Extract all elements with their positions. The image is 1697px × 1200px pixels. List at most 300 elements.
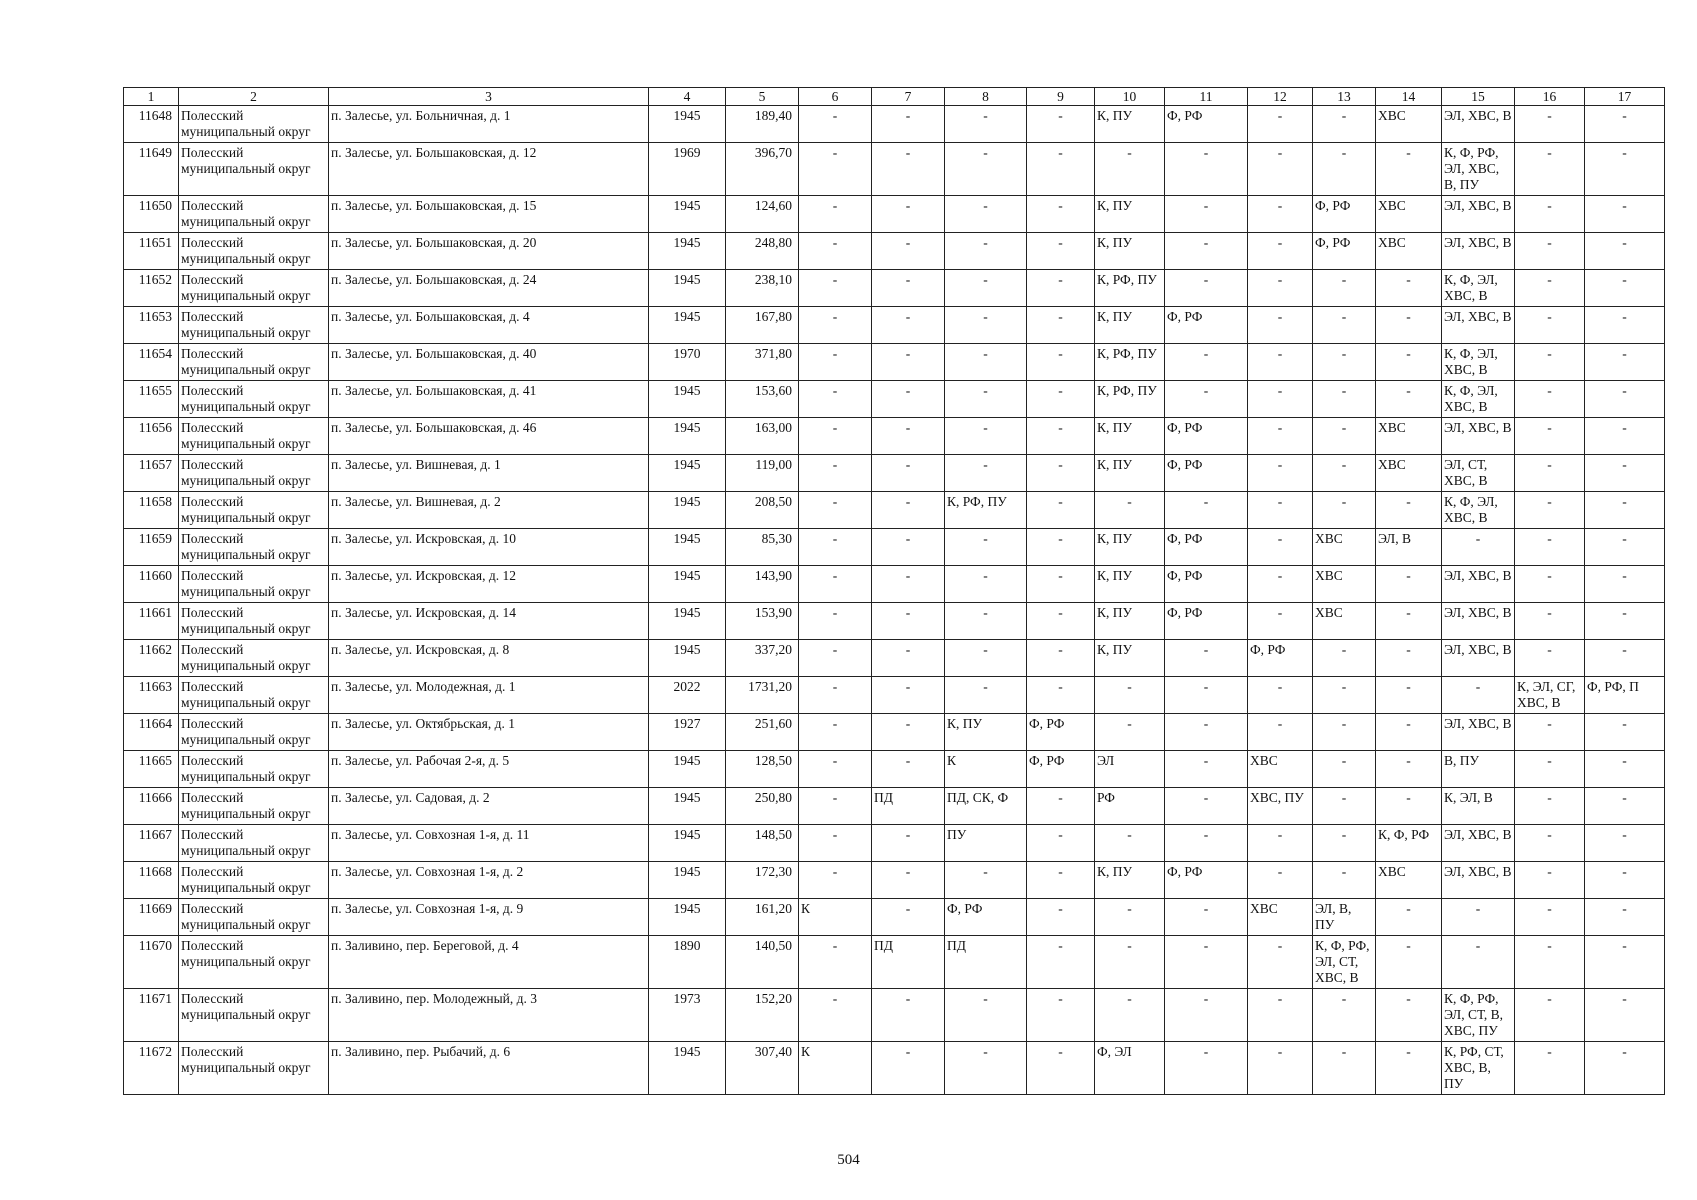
table-cell-col-15: К, Ф, ЭЛ, ХВС, В: [1442, 492, 1515, 529]
table-cell-col-9: -: [1027, 677, 1095, 714]
table-cell-col-2: Полесский муниципальный округ: [179, 344, 329, 381]
table-cell-col-4: 1945: [649, 862, 726, 899]
table-cell-col-2: Полесский муниципальный округ: [179, 899, 329, 936]
table-cell-col-5: 248,80: [726, 233, 799, 270]
table-cell-col-6: -: [799, 677, 872, 714]
table-cell-col-6: -: [799, 640, 872, 677]
table-cell-col-16: -: [1515, 899, 1585, 936]
table-cell-col-7: -: [872, 862, 945, 899]
table-cell-col-15: К, Ф, ЭЛ, ХВС, В: [1442, 270, 1515, 307]
table-cell-col-6: -: [799, 455, 872, 492]
table-cell-col-1: 11649: [124, 143, 179, 196]
table-cell-col-10: К, ПУ: [1095, 566, 1165, 603]
table-cell-col-6: -: [799, 825, 872, 862]
column-header-17: 17: [1585, 88, 1665, 106]
table-cell-col-8: Ф, РФ: [945, 899, 1027, 936]
table-cell-col-15: -: [1442, 677, 1515, 714]
table-cell-col-4: 1945: [649, 788, 726, 825]
table-cell-col-6: -: [799, 196, 872, 233]
table-cell-col-11: -: [1165, 143, 1248, 196]
table-cell-col-14: ХВС: [1376, 862, 1442, 899]
table-cell-col-17: -: [1585, 862, 1665, 899]
table-cell-col-6: -: [799, 233, 872, 270]
column-header-2: 2: [179, 88, 329, 106]
table-cell-col-14: -: [1376, 492, 1442, 529]
table-cell-col-9: -: [1027, 825, 1095, 862]
table-cell-col-16: -: [1515, 270, 1585, 307]
table-cell-col-6: -: [799, 788, 872, 825]
table-cell-col-13: -: [1313, 492, 1376, 529]
column-header-8: 8: [945, 88, 1027, 106]
table-cell-col-11: Ф, РФ: [1165, 455, 1248, 492]
table-cell-col-15: ЭЛ, СТ, ХВС, В: [1442, 455, 1515, 492]
table-cell-col-5: 250,80: [726, 788, 799, 825]
table-cell-col-10: -: [1095, 143, 1165, 196]
table-cell-col-4: 1969: [649, 143, 726, 196]
table-cell-col-9: -: [1027, 899, 1095, 936]
table-cell-col-13: -: [1313, 788, 1376, 825]
table-cell-col-8: -: [945, 196, 1027, 233]
table-cell-col-16: -: [1515, 640, 1585, 677]
table-cell-col-7: -: [872, 455, 945, 492]
table-cell-col-9: -: [1027, 233, 1095, 270]
table-cell-col-4: 1945: [649, 751, 726, 788]
table-cell-col-4: 1945: [649, 270, 726, 307]
table-cell-col-3: п. Залесье, ул. Совхозная 1-я, д. 11: [329, 825, 649, 862]
table-cell-col-11: -: [1165, 751, 1248, 788]
table-cell-col-9: -: [1027, 418, 1095, 455]
table-row: [124, 381, 1665, 418]
table-cell-col-17: -: [1585, 106, 1665, 143]
column-header-10: 10: [1095, 88, 1165, 106]
table-cell-col-17: -: [1585, 344, 1665, 381]
table-cell-col-3: п. Залесье, ул. Больничная, д. 1: [329, 106, 649, 143]
table-cell-col-11: -: [1165, 270, 1248, 307]
table-cell-col-2: Полесский муниципальный округ: [179, 640, 329, 677]
table-cell-col-3: п. Залесье, ул. Садовая, д. 2: [329, 788, 649, 825]
table-cell-col-12: ХВС, ПУ: [1248, 788, 1313, 825]
table-cell-col-1: 11652: [124, 270, 179, 307]
table-cell-col-7: -: [872, 989, 945, 1042]
table-cell-col-4: 1945: [649, 418, 726, 455]
table-cell-col-11: -: [1165, 381, 1248, 418]
table-cell-col-16: К, ЭЛ, СГ, ХВС, В: [1515, 677, 1585, 714]
table-row: [124, 196, 1665, 233]
table-cell-col-11: -: [1165, 825, 1248, 862]
table-cell-col-2: Полесский муниципальный округ: [179, 270, 329, 307]
table-cell-col-1: 11668: [124, 862, 179, 899]
table-cell-col-8: -: [945, 1042, 1027, 1095]
table-cell-col-16: -: [1515, 788, 1585, 825]
table-row: [124, 640, 1665, 677]
table-cell-col-11: -: [1165, 899, 1248, 936]
table-cell-col-2: Полесский муниципальный округ: [179, 381, 329, 418]
table-cell-col-17: -: [1585, 751, 1665, 788]
table-cell-col-8: ПУ: [945, 825, 1027, 862]
table-cell-col-5: 85,30: [726, 529, 799, 566]
table-cell-col-9: -: [1027, 529, 1095, 566]
table-cell-col-5: 163,00: [726, 418, 799, 455]
table-cell-col-7: -: [872, 899, 945, 936]
table-row: [124, 899, 1665, 936]
table-cell-col-12: ХВС: [1248, 899, 1313, 936]
table-row: [124, 603, 1665, 640]
table-cell-col-6: -: [799, 270, 872, 307]
table-cell-col-17: -: [1585, 492, 1665, 529]
table-cell-col-9: -: [1027, 143, 1095, 196]
table-cell-col-5: 128,50: [726, 751, 799, 788]
table-cell-col-14: -: [1376, 603, 1442, 640]
table-cell-col-10: -: [1095, 936, 1165, 989]
table-cell-col-3: п. Заливино, пер. Рыбачий, д. 6: [329, 1042, 649, 1095]
table-cell-col-2: Полесский муниципальный округ: [179, 143, 329, 196]
table-cell-col-12: -: [1248, 1042, 1313, 1095]
table-cell-col-12: -: [1248, 989, 1313, 1042]
table-cell-col-14: ХВС: [1376, 233, 1442, 270]
table-row: [124, 936, 1665, 989]
table-cell-col-10: К, ПУ: [1095, 455, 1165, 492]
table-cell-col-10: -: [1095, 899, 1165, 936]
table-cell-col-3: п. Залесье, ул. Октябрьская, д. 1: [329, 714, 649, 751]
table-cell-col-8: -: [945, 677, 1027, 714]
table-cell-col-5: 337,20: [726, 640, 799, 677]
table-cell-col-3: п. Залесье, ул. Большаковская, д. 40: [329, 344, 649, 381]
table-cell-col-5: 148,50: [726, 825, 799, 862]
column-header-16: 16: [1515, 88, 1585, 106]
table-cell-col-5: 189,40: [726, 106, 799, 143]
table-row: [124, 455, 1665, 492]
table-cell-col-10: К, ПУ: [1095, 603, 1165, 640]
table-cell-col-4: 1945: [649, 899, 726, 936]
table-cell-col-11: -: [1165, 233, 1248, 270]
table-cell-col-3: п. Залесье, ул. Вишневая, д. 2: [329, 492, 649, 529]
table-cell-col-12: -: [1248, 825, 1313, 862]
table-cell-col-3: п. Залесье, ул. Большаковская, д. 12: [329, 143, 649, 196]
table-cell-col-10: К, ПУ: [1095, 307, 1165, 344]
table-cell-col-6: -: [799, 936, 872, 989]
table-cell-col-10: К, ПУ: [1095, 106, 1165, 143]
page-number: 504: [837, 1152, 860, 1168]
table-cell-col-17: -: [1585, 899, 1665, 936]
table-cell-col-8: -: [945, 566, 1027, 603]
table-row: [124, 566, 1665, 603]
table-cell-col-2: Полесский муниципальный округ: [179, 196, 329, 233]
table-cell-col-14: ХВС: [1376, 418, 1442, 455]
table-cell-col-13: -: [1313, 825, 1376, 862]
table-cell-col-8: -: [945, 106, 1027, 143]
column-header-12: 12: [1248, 88, 1313, 106]
table-cell-col-12: -: [1248, 677, 1313, 714]
table-cell-col-5: 167,80: [726, 307, 799, 344]
table-cell-col-5: 251,60: [726, 714, 799, 751]
table-cell-col-5: 143,90: [726, 566, 799, 603]
table-cell-col-12: -: [1248, 936, 1313, 989]
table-cell-col-15: ЭЛ, ХВС, В: [1442, 106, 1515, 143]
table-cell-col-1: 11648: [124, 106, 179, 143]
table-cell-col-8: -: [945, 989, 1027, 1042]
column-header-13: 13: [1313, 88, 1376, 106]
table-cell-col-6: -: [799, 603, 872, 640]
table-row: [124, 751, 1665, 788]
table-cell-col-13: -: [1313, 143, 1376, 196]
table-cell-col-6: -: [799, 529, 872, 566]
table-cell-col-10: -: [1095, 989, 1165, 1042]
table-cell-col-10: К, ПУ: [1095, 640, 1165, 677]
table-cell-col-5: 153,60: [726, 381, 799, 418]
table-row: [124, 233, 1665, 270]
table-cell-col-13: -: [1313, 989, 1376, 1042]
table-cell-col-11: Ф, РФ: [1165, 529, 1248, 566]
table-cell-col-4: 2022: [649, 677, 726, 714]
table-cell-col-2: Полесский муниципальный округ: [179, 529, 329, 566]
table-cell-col-12: -: [1248, 603, 1313, 640]
table-cell-col-4: 1945: [649, 640, 726, 677]
table-cell-col-11: -: [1165, 936, 1248, 989]
table-cell-col-16: -: [1515, 455, 1585, 492]
table-cell-col-5: 396,70: [726, 143, 799, 196]
table-cell-col-6: -: [799, 566, 872, 603]
table-cell-col-9: -: [1027, 862, 1095, 899]
table-cell-col-7: -: [872, 1042, 945, 1095]
table-cell-col-14: -: [1376, 143, 1442, 196]
table-cell-col-4: 1945: [649, 603, 726, 640]
table-cell-col-3: п. Залесье, ул. Искровская, д. 10: [329, 529, 649, 566]
table-cell-col-4: 1927: [649, 714, 726, 751]
table-cell-col-12: -: [1248, 492, 1313, 529]
table-cell-col-5: 307,40: [726, 1042, 799, 1095]
table-cell-col-2: Полесский муниципальный округ: [179, 936, 329, 989]
table-cell-col-14: -: [1376, 751, 1442, 788]
table-cell-col-2: Полесский муниципальный округ: [179, 788, 329, 825]
table-cell-col-9: -: [1027, 106, 1095, 143]
table-row: [124, 418, 1665, 455]
table-cell-col-13: Ф, РФ: [1313, 196, 1376, 233]
table-cell-col-16: -: [1515, 233, 1585, 270]
table-cell-col-8: -: [945, 344, 1027, 381]
table-cell-col-2: Полесский муниципальный округ: [179, 1042, 329, 1095]
column-header-14: 14: [1376, 88, 1442, 106]
table-cell-col-15: В, ПУ: [1442, 751, 1515, 788]
table-cell-col-14: ХВС: [1376, 196, 1442, 233]
table-cell-col-16: -: [1515, 566, 1585, 603]
table-cell-col-17: -: [1585, 270, 1665, 307]
table-cell-col-17: -: [1585, 603, 1665, 640]
table-cell-col-1: 11671: [124, 989, 179, 1042]
table-cell-col-12: -: [1248, 455, 1313, 492]
table-cell-col-9: -: [1027, 455, 1095, 492]
table-cell-col-9: -: [1027, 1042, 1095, 1095]
table-cell-col-17: -: [1585, 714, 1665, 751]
table-cell-col-11: Ф, РФ: [1165, 862, 1248, 899]
table-cell-col-16: -: [1515, 751, 1585, 788]
table-cell-col-4: 1973: [649, 989, 726, 1042]
table-cell-col-5: 161,20: [726, 899, 799, 936]
table-cell-col-1: 11650: [124, 196, 179, 233]
table-cell-col-6: -: [799, 714, 872, 751]
table-cell-col-3: п. Залесье, ул. Искровская, д. 8: [329, 640, 649, 677]
table-cell-col-16: -: [1515, 344, 1585, 381]
table-cell-col-15: ЭЛ, ХВС, В: [1442, 640, 1515, 677]
table-cell-col-15: ЭЛ, ХВС, В: [1442, 566, 1515, 603]
table-cell-col-6: -: [799, 492, 872, 529]
table-cell-col-6: -: [799, 381, 872, 418]
table-cell-col-6: К: [799, 1042, 872, 1095]
table-cell-col-1: 11662: [124, 640, 179, 677]
table-cell-col-14: ХВС: [1376, 455, 1442, 492]
table-cell-col-7: -: [872, 344, 945, 381]
column-header-7: 7: [872, 88, 945, 106]
table-cell-col-11: -: [1165, 714, 1248, 751]
table-cell-col-14: К, Ф, РФ: [1376, 825, 1442, 862]
table-cell-col-16: -: [1515, 936, 1585, 989]
table-cell-col-13: -: [1313, 106, 1376, 143]
table-cell-col-3: п. Залесье, ул. Большаковская, д. 41: [329, 381, 649, 418]
table-cell-col-13: -: [1313, 381, 1376, 418]
table-cell-col-13: -: [1313, 862, 1376, 899]
table-cell-col-2: Полесский муниципальный округ: [179, 455, 329, 492]
table-cell-col-7: -: [872, 143, 945, 196]
table-cell-col-10: -: [1095, 825, 1165, 862]
table-cell-col-13: -: [1313, 418, 1376, 455]
table-cell-col-14: -: [1376, 566, 1442, 603]
table-cell-col-14: -: [1376, 307, 1442, 344]
table-cell-col-7: -: [872, 233, 945, 270]
table-cell-col-6: -: [799, 418, 872, 455]
table-cell-col-11: Ф, РФ: [1165, 106, 1248, 143]
table-cell-col-4: 1945: [649, 492, 726, 529]
table-cell-col-9: -: [1027, 492, 1095, 529]
table-cell-col-2: Полесский муниципальный округ: [179, 233, 329, 270]
table-cell-col-12: -: [1248, 106, 1313, 143]
table-cell-col-4: 1890: [649, 936, 726, 989]
table-cell-col-14: -: [1376, 344, 1442, 381]
table-cell-col-3: п. Залесье, ул. Совхозная 1-я, д. 2: [329, 862, 649, 899]
table-cell-col-12: -: [1248, 862, 1313, 899]
table-cell-col-13: -: [1313, 677, 1376, 714]
table-cell-col-7: -: [872, 307, 945, 344]
table-cell-col-4: 1945: [649, 381, 726, 418]
table-row: [124, 143, 1665, 196]
table-cell-col-13: -: [1313, 714, 1376, 751]
table-cell-col-11: -: [1165, 640, 1248, 677]
table-cell-col-16: -: [1515, 143, 1585, 196]
table-cell-col-14: -: [1376, 1042, 1442, 1095]
table-cell-col-6: -: [799, 751, 872, 788]
table-cell-col-9: Ф, РФ: [1027, 751, 1095, 788]
table-cell-col-4: 1945: [649, 825, 726, 862]
table-cell-col-7: -: [872, 196, 945, 233]
table-cell-col-1: 11663: [124, 677, 179, 714]
table-cell-col-1: 11672: [124, 1042, 179, 1095]
table-row: [124, 270, 1665, 307]
table-cell-col-7: -: [872, 825, 945, 862]
table-row: [124, 825, 1665, 862]
table-cell-col-3: п. Заливино, пер. Молодежный, д. 3: [329, 989, 649, 1042]
table-cell-col-13: -: [1313, 307, 1376, 344]
table-cell-col-9: -: [1027, 788, 1095, 825]
table-cell-col-12: -: [1248, 381, 1313, 418]
table-cell-col-16: -: [1515, 492, 1585, 529]
table-cell-col-15: ЭЛ, ХВС, В: [1442, 714, 1515, 751]
table-cell-col-16: -: [1515, 196, 1585, 233]
column-header-5: 5: [726, 88, 799, 106]
table-cell-col-15: ЭЛ, ХВС, В: [1442, 196, 1515, 233]
table-cell-col-12: -: [1248, 418, 1313, 455]
table-cell-col-11: -: [1165, 788, 1248, 825]
table-cell-col-9: -: [1027, 603, 1095, 640]
table-cell-col-15: ЭЛ, ХВС, В: [1442, 233, 1515, 270]
table-cell-col-9: -: [1027, 640, 1095, 677]
table-cell-col-5: 1731,20: [726, 677, 799, 714]
table-cell-col-2: Полесский муниципальный округ: [179, 825, 329, 862]
table-cell-col-4: 1945: [649, 455, 726, 492]
table-cell-col-6: -: [799, 344, 872, 381]
table-cell-col-10: Ф, ЭЛ: [1095, 1042, 1165, 1095]
table-cell-col-2: Полесский муниципальный округ: [179, 862, 329, 899]
table-cell-col-3: п. Залесье, ул. Молодежная, д. 1: [329, 677, 649, 714]
table-cell-col-10: К, ПУ: [1095, 529, 1165, 566]
table-cell-col-14: -: [1376, 788, 1442, 825]
table-cell-col-2: Полесский муниципальный округ: [179, 714, 329, 751]
table-cell-col-11: -: [1165, 1042, 1248, 1095]
table-cell-col-1: 11665: [124, 751, 179, 788]
table-row: [124, 106, 1665, 143]
table-cell-col-7: -: [872, 640, 945, 677]
table-cell-col-8: ПД, СК, Ф: [945, 788, 1027, 825]
column-header-6: 6: [799, 88, 872, 106]
column-header-1: 1: [124, 88, 179, 106]
table-cell-col-13: -: [1313, 344, 1376, 381]
table-cell-col-11: Ф, РФ: [1165, 603, 1248, 640]
table-cell-col-7: -: [872, 677, 945, 714]
column-header-15: 15: [1442, 88, 1515, 106]
column-header-3: 3: [329, 88, 649, 106]
table-cell-col-7: -: [872, 492, 945, 529]
table-row: [124, 714, 1665, 751]
table-cell-col-9: -: [1027, 270, 1095, 307]
table-cell-col-7: ПД: [872, 788, 945, 825]
table-cell-col-7: -: [872, 751, 945, 788]
table-cell-col-17: -: [1585, 307, 1665, 344]
table-cell-col-10: К, ПУ: [1095, 233, 1165, 270]
table-cell-col-11: -: [1165, 344, 1248, 381]
table-cell-col-6: -: [799, 106, 872, 143]
table-cell-col-15: -: [1442, 899, 1515, 936]
table-cell-col-7: -: [872, 418, 945, 455]
table-cell-col-13: ХВС: [1313, 529, 1376, 566]
table-cell-col-1: 11661: [124, 603, 179, 640]
table-cell-col-10: ЭЛ: [1095, 751, 1165, 788]
table-cell-col-12: -: [1248, 344, 1313, 381]
table-cell-col-10: К, РФ, ПУ: [1095, 381, 1165, 418]
table-cell-col-5: 153,90: [726, 603, 799, 640]
table-cell-col-17: -: [1585, 989, 1665, 1042]
table-cell-col-16: -: [1515, 825, 1585, 862]
table-cell-col-16: -: [1515, 603, 1585, 640]
table-cell-col-1: 11667: [124, 825, 179, 862]
table-cell-col-7: -: [872, 270, 945, 307]
column-header-9: 9: [1027, 88, 1095, 106]
table-cell-col-2: Полесский муниципальный округ: [179, 307, 329, 344]
table-cell-col-14: -: [1376, 381, 1442, 418]
table-cell-col-10: -: [1095, 492, 1165, 529]
table-row: [124, 862, 1665, 899]
column-header-4: 4: [649, 88, 726, 106]
table-cell-col-5: 371,80: [726, 344, 799, 381]
table-cell-col-2: Полесский муниципальный округ: [179, 566, 329, 603]
table-cell-col-12: -: [1248, 307, 1313, 344]
table-cell-col-13: -: [1313, 270, 1376, 307]
